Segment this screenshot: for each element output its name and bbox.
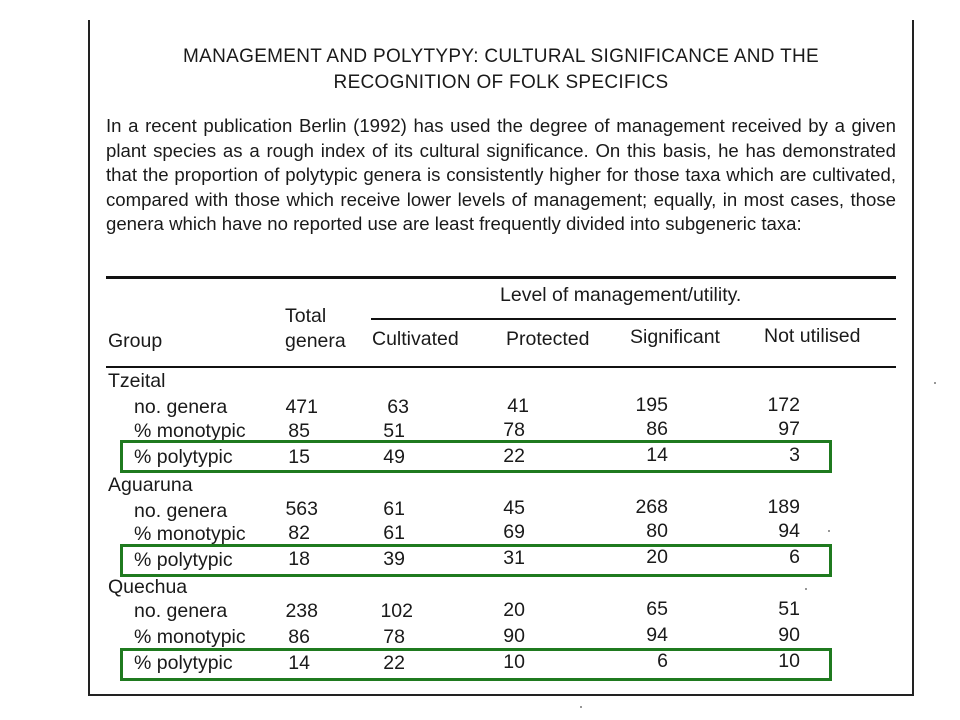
cell-significant: 86	[646, 418, 668, 440]
cell-cultivated: 51	[383, 420, 405, 442]
cell-protected: 69	[503, 521, 525, 543]
cell-cultivated: 61	[383, 498, 405, 520]
header-bottom-rule	[106, 366, 896, 368]
scan-speck	[580, 706, 582, 708]
row-label: no. genera	[134, 396, 228, 418]
header-significant: Significant	[630, 326, 720, 348]
group-name: Tzeital	[108, 370, 166, 392]
header-cultivated: Cultivated	[372, 328, 459, 350]
page-title	[88, 44, 914, 96]
cell-total: 238	[285, 600, 318, 622]
row-label: % polytypic	[134, 446, 233, 468]
cell-not-utilised: 6	[789, 546, 800, 568]
scan-speck	[934, 382, 936, 384]
page-border-bottom	[88, 694, 914, 696]
cell-not-utilised: 90	[778, 624, 800, 646]
cell-significant: 14	[646, 444, 668, 466]
cell-total: 82	[288, 522, 310, 544]
cell-cultivated: 63	[387, 396, 409, 418]
highlight-box-aguaruna-polytypic	[120, 544, 832, 577]
cell-cultivated: 49	[383, 446, 405, 468]
cell-cultivated: 78	[383, 626, 405, 648]
title-line-1: MANAGEMENT AND POLYTYPY: CULTURAL SIGNIFICANCE AND THE	[183, 46, 819, 67]
scan-speck	[805, 588, 807, 590]
cell-protected: 31	[503, 547, 525, 569]
intro-paragraph: In a recent publication Berlin (1992) has used the degree of management received by a given plant species as a rough index of its cultural significance. On this basis, he has demonstrated that the proportion of polytypic genera is consistently higher for those taxa which are cultivated, compared with those which receive lower levels of management; equally, in most cases, those genera which have no reported use are least frequently divided into subgeneric taxa:	[106, 115, 896, 234]
cell-significant: 20	[646, 546, 668, 568]
scanned-page	[88, 20, 914, 696]
level-header: Level of management/utility.	[500, 284, 742, 306]
cell-significant: 94	[646, 624, 668, 646]
cell-significant: 80	[646, 520, 668, 542]
cell-total: 563	[285, 498, 318, 520]
page-border-left	[88, 20, 90, 696]
cell-not-utilised: 189	[767, 496, 800, 518]
cell-total: 15	[288, 446, 310, 468]
cell-protected: 20	[503, 599, 525, 621]
group-name: Quechua	[108, 576, 188, 598]
row-label: % polytypic	[134, 652, 233, 674]
page-border-right	[912, 20, 914, 696]
cell-not-utilised: 172	[767, 394, 800, 416]
highlight-box-quechua-polytypic	[120, 648, 832, 681]
row-label: % polytypic	[134, 549, 233, 571]
highlight-box-tzeital-polytypic	[120, 440, 832, 473]
cell-not-utilised: 51	[778, 598, 800, 620]
cell-total: 85	[288, 420, 310, 442]
scan-speck	[828, 530, 830, 532]
cell-not-utilised: 10	[778, 650, 800, 672]
title-line-2: RECOGNITION OF FOLK SPECIFICS	[333, 72, 669, 93]
cell-protected: 78	[503, 419, 525, 441]
total-header-line-1: Total	[285, 305, 327, 327]
cell-significant: 65	[646, 598, 668, 620]
cell-protected: 22	[503, 445, 525, 467]
cell-cultivated: 22	[383, 652, 405, 674]
group-name: Aguaruna	[108, 474, 193, 496]
cell-total: 471	[285, 396, 318, 418]
row-label: % monotypic	[134, 626, 246, 648]
group-header: Group	[108, 330, 163, 352]
cell-cultivated: 61	[383, 522, 405, 544]
cell-cultivated: 39	[383, 548, 405, 570]
cell-protected: 45	[503, 497, 525, 519]
cell-total: 14	[288, 652, 310, 674]
table-top-rule	[106, 276, 896, 279]
cell-protected: 41	[507, 395, 529, 417]
row-label: % monotypic	[134, 420, 246, 442]
cell-protected: 10	[503, 651, 525, 673]
row-label: no. genera	[134, 600, 228, 622]
row-label: % monotypic	[134, 523, 246, 545]
cell-protected: 90	[503, 625, 525, 647]
cell-not-utilised: 94	[778, 520, 800, 542]
total-header-line-2: genera	[285, 330, 346, 352]
cell-significant: 6	[657, 650, 668, 672]
cell-total: 86	[288, 626, 310, 648]
row-label: no. genera	[134, 500, 228, 522]
cell-significant: 195	[635, 394, 668, 416]
cell-total: 18	[288, 548, 310, 570]
cell-not-utilised: 3	[789, 444, 800, 466]
cell-cultivated: 102	[380, 600, 413, 622]
cell-not-utilised: 97	[778, 418, 800, 440]
cell-significant: 268	[635, 496, 668, 518]
header-not-utilised: Not utilised	[764, 325, 861, 347]
level-header-rule	[371, 318, 896, 320]
header-protected: Protected	[506, 328, 590, 350]
